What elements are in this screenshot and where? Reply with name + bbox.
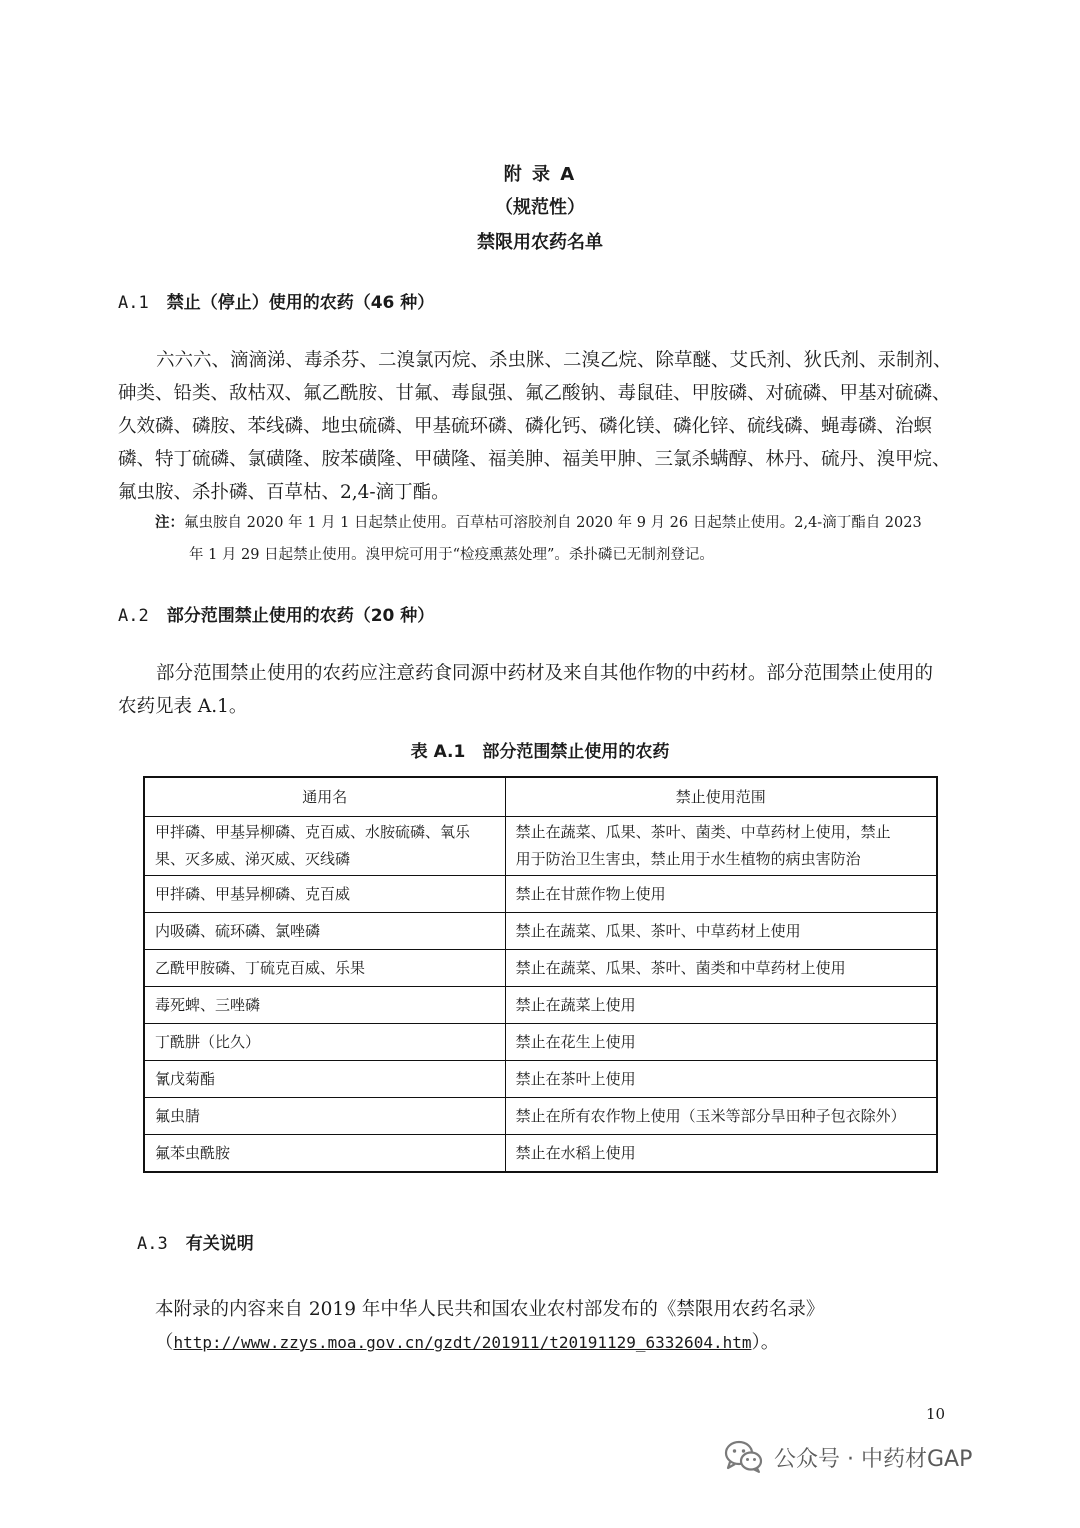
a3-line: 本附录的内容来自 2019 年中华人民共和国农业农村部发布的《禁限用农药名录》 [155,1299,825,1320]
pesticide-name-cell: 甲拌磷、甲基异柳磷、克百威 [144,876,505,913]
section-a2-heading [118,601,434,626]
table-row [144,1135,937,1173]
table-caption: 表 A.1 部分范围禁止使用的农药 [410,742,670,762]
a1-line: 磷、特丁硫磷、氯磺隆、胺苯磺隆、甲磺隆、福美胂、福美甲胂、三氯杀螨醇、林丹、硫丹、溴甲烷、 [118,449,951,470]
table-row [144,913,937,950]
pesticide-name-cell: 内吸磷、硫环磷、氯唑磷 [144,913,505,950]
section-title: 禁止（停止）使用的农药（46 种） [166,293,435,313]
scope-cell: 禁止在蔬菜、瓜果、茶叶、中草药材上使用 [505,913,937,950]
table-row [144,987,937,1024]
a2-line: 部分范围禁止使用的农药应注意药食同源中药材及来自其他作物的中药材。部分范围禁止使用的 [156,663,934,684]
a1-line: 六六六、滴滴涕、毒杀芬、二溴氯丙烷、杀虫脒、二溴乙烷、除草醚、艾氏剂、狄氏剂、汞制剂、 [156,350,952,371]
pesticide-name-cell: 氟苯虫酰胺 [144,1135,505,1173]
table-row [144,1098,937,1135]
section-a1-heading [118,288,434,313]
scope-cell: 禁止在花生上使用 [505,1024,937,1061]
table-row [144,817,937,876]
table-row [144,1061,937,1098]
a1-note [155,507,965,571]
wechat-icon [724,1440,764,1474]
appendix-title: 附 录 A [503,164,577,185]
scope-cell: 禁止在蔬菜上使用 [505,987,937,1024]
section-number: A.2 [118,606,149,626]
note-label: 注： [155,514,184,531]
section-number: A.3 [137,1234,168,1254]
note-text: 年 1 月 29 日起禁止使用。溴甲烷可用于“检疫熏蒸处理”。杀扑磷已无制剂登记。 [189,547,714,563]
a1-line: 氟虫胺、杀扑磷、百草枯、2,4-滴丁酯。 [118,482,450,503]
appendix-subtitle: （规范性） [495,197,585,218]
scope-cell: 禁止在茶叶上使用 [505,1061,937,1098]
scope-cell: 禁止在蔬菜、瓜果、茶叶、菌类、中草药材上使用，禁止 用于防治卫生害虫，禁止用于水生植物的病虫害防治 [505,817,937,876]
section-title: 有关说明 [185,1234,254,1254]
scope-cell: 禁止在甘蔗作物上使用 [505,876,937,913]
note-text: 氟虫胺自 2020 年 1 月 1 日起禁止使用。百草枯可溶胶剂自 2020 年 9 月 26 日起禁止使用。2,4-滴丁酯自 2023 [184,515,922,531]
source-link[interactable]: http://www.zzys.moa.gov.cn/gzdt/201911/t20191129_6332604.htm [173,1333,752,1352]
pesticide-name-cell: 丁酰肼（比久） [144,1024,505,1061]
a2-line: 农药见表 A.1。 [118,696,248,717]
watermark-text: 公众号 · 中药材GAP [774,1446,973,1472]
a1-paragraph [118,344,968,509]
pesticide-name-cell: 乙酰甲胺磷、丁硫克百威、乐果 [144,950,505,987]
a1-line: 久效磷、磷胺、苯线磷、地虫硫磷、甲基硫环磷、磷化钙、磷化镁、磷化锌、硫线磷、蝇毒磷、治螟 [118,416,933,437]
table-row [144,1024,937,1061]
section-number: A.1 [118,293,149,313]
pesticide-name-cell: 氟虫腈 [144,1098,505,1135]
a2-paragraph [118,657,968,723]
pesticide-name-cell: 毒死蜱、三唑磷 [144,987,505,1024]
restricted-pesticides-table [143,776,938,1173]
pesticide-name-cell: 甲拌磷、甲基异柳磷、克百威、水胺硫磷、氧乐 果、灭多威、涕灭威、灭线磷 [144,817,505,876]
table-row [144,876,937,913]
scope-cell: 禁止在水稻上使用 [505,1135,937,1173]
scope-cell: 禁止在蔬菜、瓜果、茶叶、菌类和中草药材上使用 [505,950,937,987]
a3-paragraph: 本附录的内容来自 2019 年中华人民共和国农业农村部发布的《禁限用农药名录》 （http://www.zzys.moa.gov.cn/gzdt/201911/t20191129_6332604.htm）。 [155,1293,985,1359]
watermark [724,1440,972,1474]
page-number: 10 [926,1405,946,1423]
table-header-row [144,777,937,817]
pesticide-name-cell: 氰戊菊酯 [144,1061,505,1098]
section-title: 部分范围禁止使用的农药（20 种） [166,606,435,626]
column-header-scope: 禁止使用范围 [505,777,937,817]
table-row [144,950,937,987]
scope-cell: 禁止在所有农作物上使用（玉米等部分旱田种子包衣除外） [505,1098,937,1135]
a1-line: 砷类、铅类、敌枯双、氟乙酰胺、甘氟、毒鼠强、氟乙酸钠、毒鼠硅、甲胺磷、对硫磷、甲基对硫磷、 [118,383,951,404]
column-header-name: 通用名 [144,777,505,817]
appendix-heading: 禁限用农药名单 [477,232,603,253]
section-a3-heading [137,1229,254,1254]
